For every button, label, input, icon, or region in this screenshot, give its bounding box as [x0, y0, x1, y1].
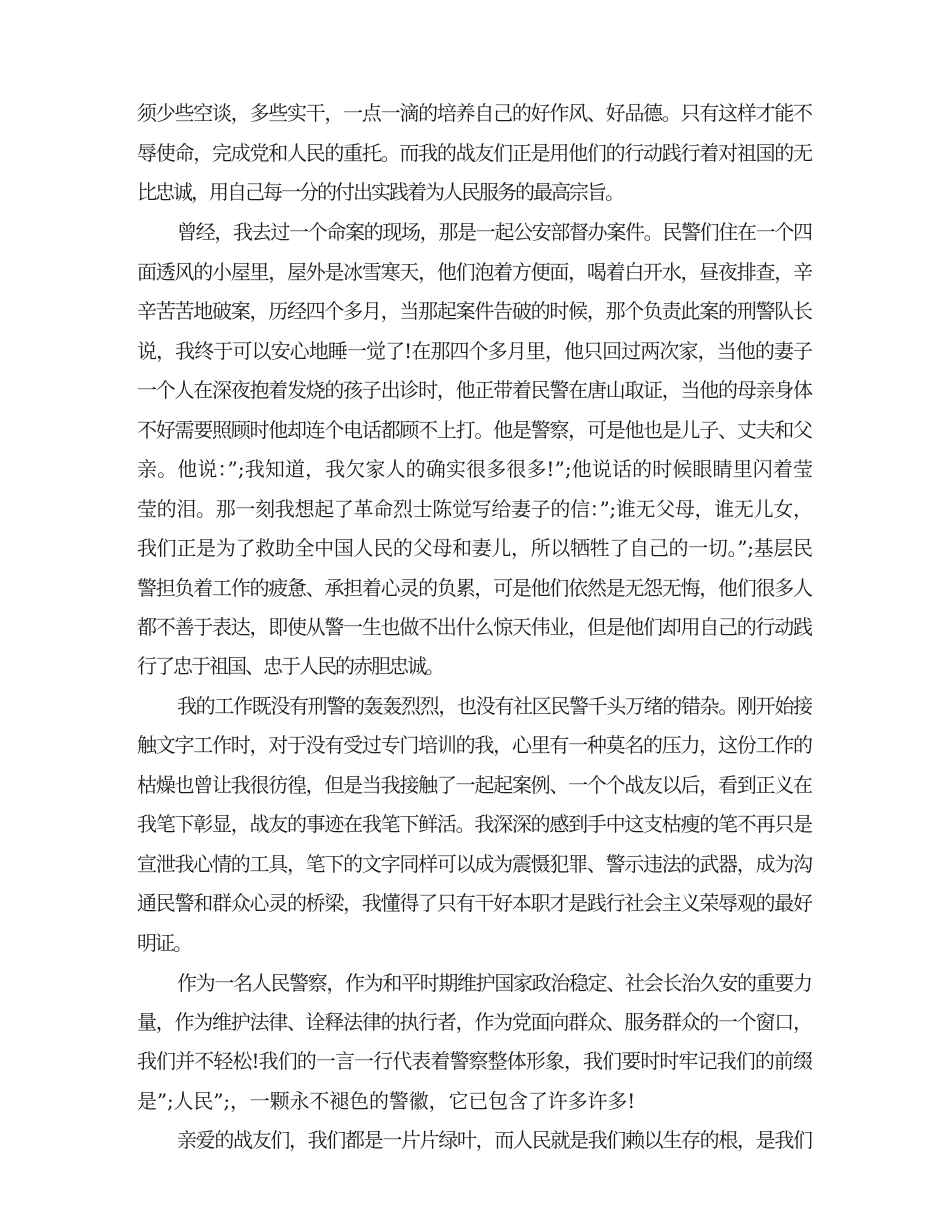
- text-line: [0, 1083, 950, 1119]
- text-line: [0, 491, 950, 527]
- text-line-content: 比忠诚，用自己每一分的付出实践着为人民服务的最高宗旨。: [137, 180, 623, 204]
- text-line-content: 须少些空谈，多些实干，一点一滴的培养自己的好作风、好品德。只有这样才能不: [137, 101, 812, 125]
- text-line-content: 行了忠于祖国、忠于人民的赤胆忠诚。: [137, 654, 443, 678]
- text-line-content: 是”;人民”;，一颗永不褪色的警徽，它已包含了许多许多!: [137, 1089, 636, 1113]
- text-line-content: 我们正是为了救助全中国人民的父母和妻儿，所以牺牲了自己的一切。”;基层民: [137, 536, 813, 560]
- text-line: [0, 885, 950, 921]
- text-line: [0, 1004, 950, 1040]
- text-line: [0, 609, 950, 645]
- text-line: [0, 1043, 950, 1079]
- text-line: [0, 333, 950, 369]
- text-line-content: 面透风的小屋里，屋外是冰雪寒天，他们泡着方便面，喝着白开水，昼夜排查，辛: [137, 260, 812, 284]
- text-line-content: 作为一名人民警察，作为和平时期维护国家政治稳定、社会长治久安的重要力: [177, 971, 812, 995]
- text-line-content: 不好需要照顾时他却连个电话都顾不上打。他是警察，可是他也是儿子、丈夫和父: [137, 418, 812, 442]
- text-line-content: 通民警和群众心灵的桥梁，我懂得了只有干好本职才是践行社会主义荣辱观的最好: [137, 891, 812, 915]
- text-line: [0, 1122, 950, 1158]
- text-line: [0, 806, 950, 842]
- text-line: [0, 767, 950, 803]
- text-line-content: 说，我终于可以安心地睡一觉了!在那四个多月里，他只回过两次家，当他的妻子: [137, 339, 813, 363]
- text-line: [0, 293, 950, 329]
- text-line-content: 都不善于表达，即使从警一生也做不出什么惊天伟业，但是他们却用自己的行动践: [137, 615, 812, 639]
- text-line-content: 枯燥也曾让我很彷徨，但是当我接触了一起起案例、一个个战友以后，看到正义在: [137, 773, 812, 797]
- text-line: [0, 254, 950, 290]
- text-line-content: 警担负着工作的疲惫、承担着心灵的负累，可是他们依然是无怨无悔，他们很多人: [137, 576, 812, 600]
- text-line-content: 我笔下彰显，战友的事迹在我笔下鲜活。我深深的感到手中这支枯瘦的笔不再只是: [137, 812, 812, 836]
- text-line-content: 一个人在深夜抱着发烧的孩子出诊时，他正带着民警在唐山取证，当他的母亲身体: [137, 378, 812, 402]
- text-line: [0, 530, 950, 566]
- text-line: [0, 648, 950, 684]
- text-line-content: 量，作为维护法律、诠释法律的执行者，作为党面向群众、服务群众的一个窗口，: [137, 1010, 812, 1034]
- text-line-content: 辱使命，完成党和人民的重托。而我的战友们正是用他们的行动践行着对祖国的无: [137, 141, 812, 165]
- text-line: [0, 688, 950, 724]
- text-line: [0, 95, 950, 131]
- text-line-content: 我们并不轻松!我们的一言一行代表着警察整体形象，我们要时时牢记我们的前缀: [137, 1049, 813, 1073]
- text-line: [0, 412, 950, 448]
- text-line-content: 莹的泪。那一刻我想起了革命烈士陈觉写给妻子的信：”;谁无父母，谁无儿女，: [137, 497, 813, 521]
- text-line-content: 亲。他说：”;我知道，我欠家人的确实很多很多!”;他说话的时候眼睛里闪着莹: [137, 457, 814, 481]
- text-line-content: 宣泄我心情的工具，笔下的文字同样可以成为震慑犯罪、警示违法的武器，成为沟: [137, 852, 812, 876]
- text-line: [0, 451, 950, 487]
- text-line-content: 触文字工作时，对于没有受过专门培训的我，心里有一种莫名的压力，这份工作的: [137, 733, 812, 757]
- text-line-content: 曾经，我去过一个命案的现场，那是一起公安部督办案件。民警们住在一个四: [177, 220, 812, 244]
- text-line: [0, 135, 950, 171]
- text-line-content: 明证。: [137, 931, 191, 955]
- text-line: [0, 925, 950, 961]
- text-line-content: 辛苦苦地破案，历经四个多月，当那起案件告破的时候，那个负责此案的刑警队长: [137, 299, 812, 323]
- text-line: [0, 846, 950, 882]
- text-line: [0, 174, 950, 210]
- text-line: [0, 570, 950, 606]
- text-line: [0, 372, 950, 408]
- text-line: [0, 727, 950, 763]
- text-line: [0, 965, 950, 1001]
- text-line-content: 亲爱的战友们，我们都是一片片绿叶，而人民就是我们赖以生存的根，是我们: [177, 1128, 812, 1152]
- text-line-content: 我的工作既没有刑警的轰轰烈烈，也没有社区民警千头万绪的错杂。刚开始接: [177, 694, 812, 718]
- text-line: [0, 214, 950, 250]
